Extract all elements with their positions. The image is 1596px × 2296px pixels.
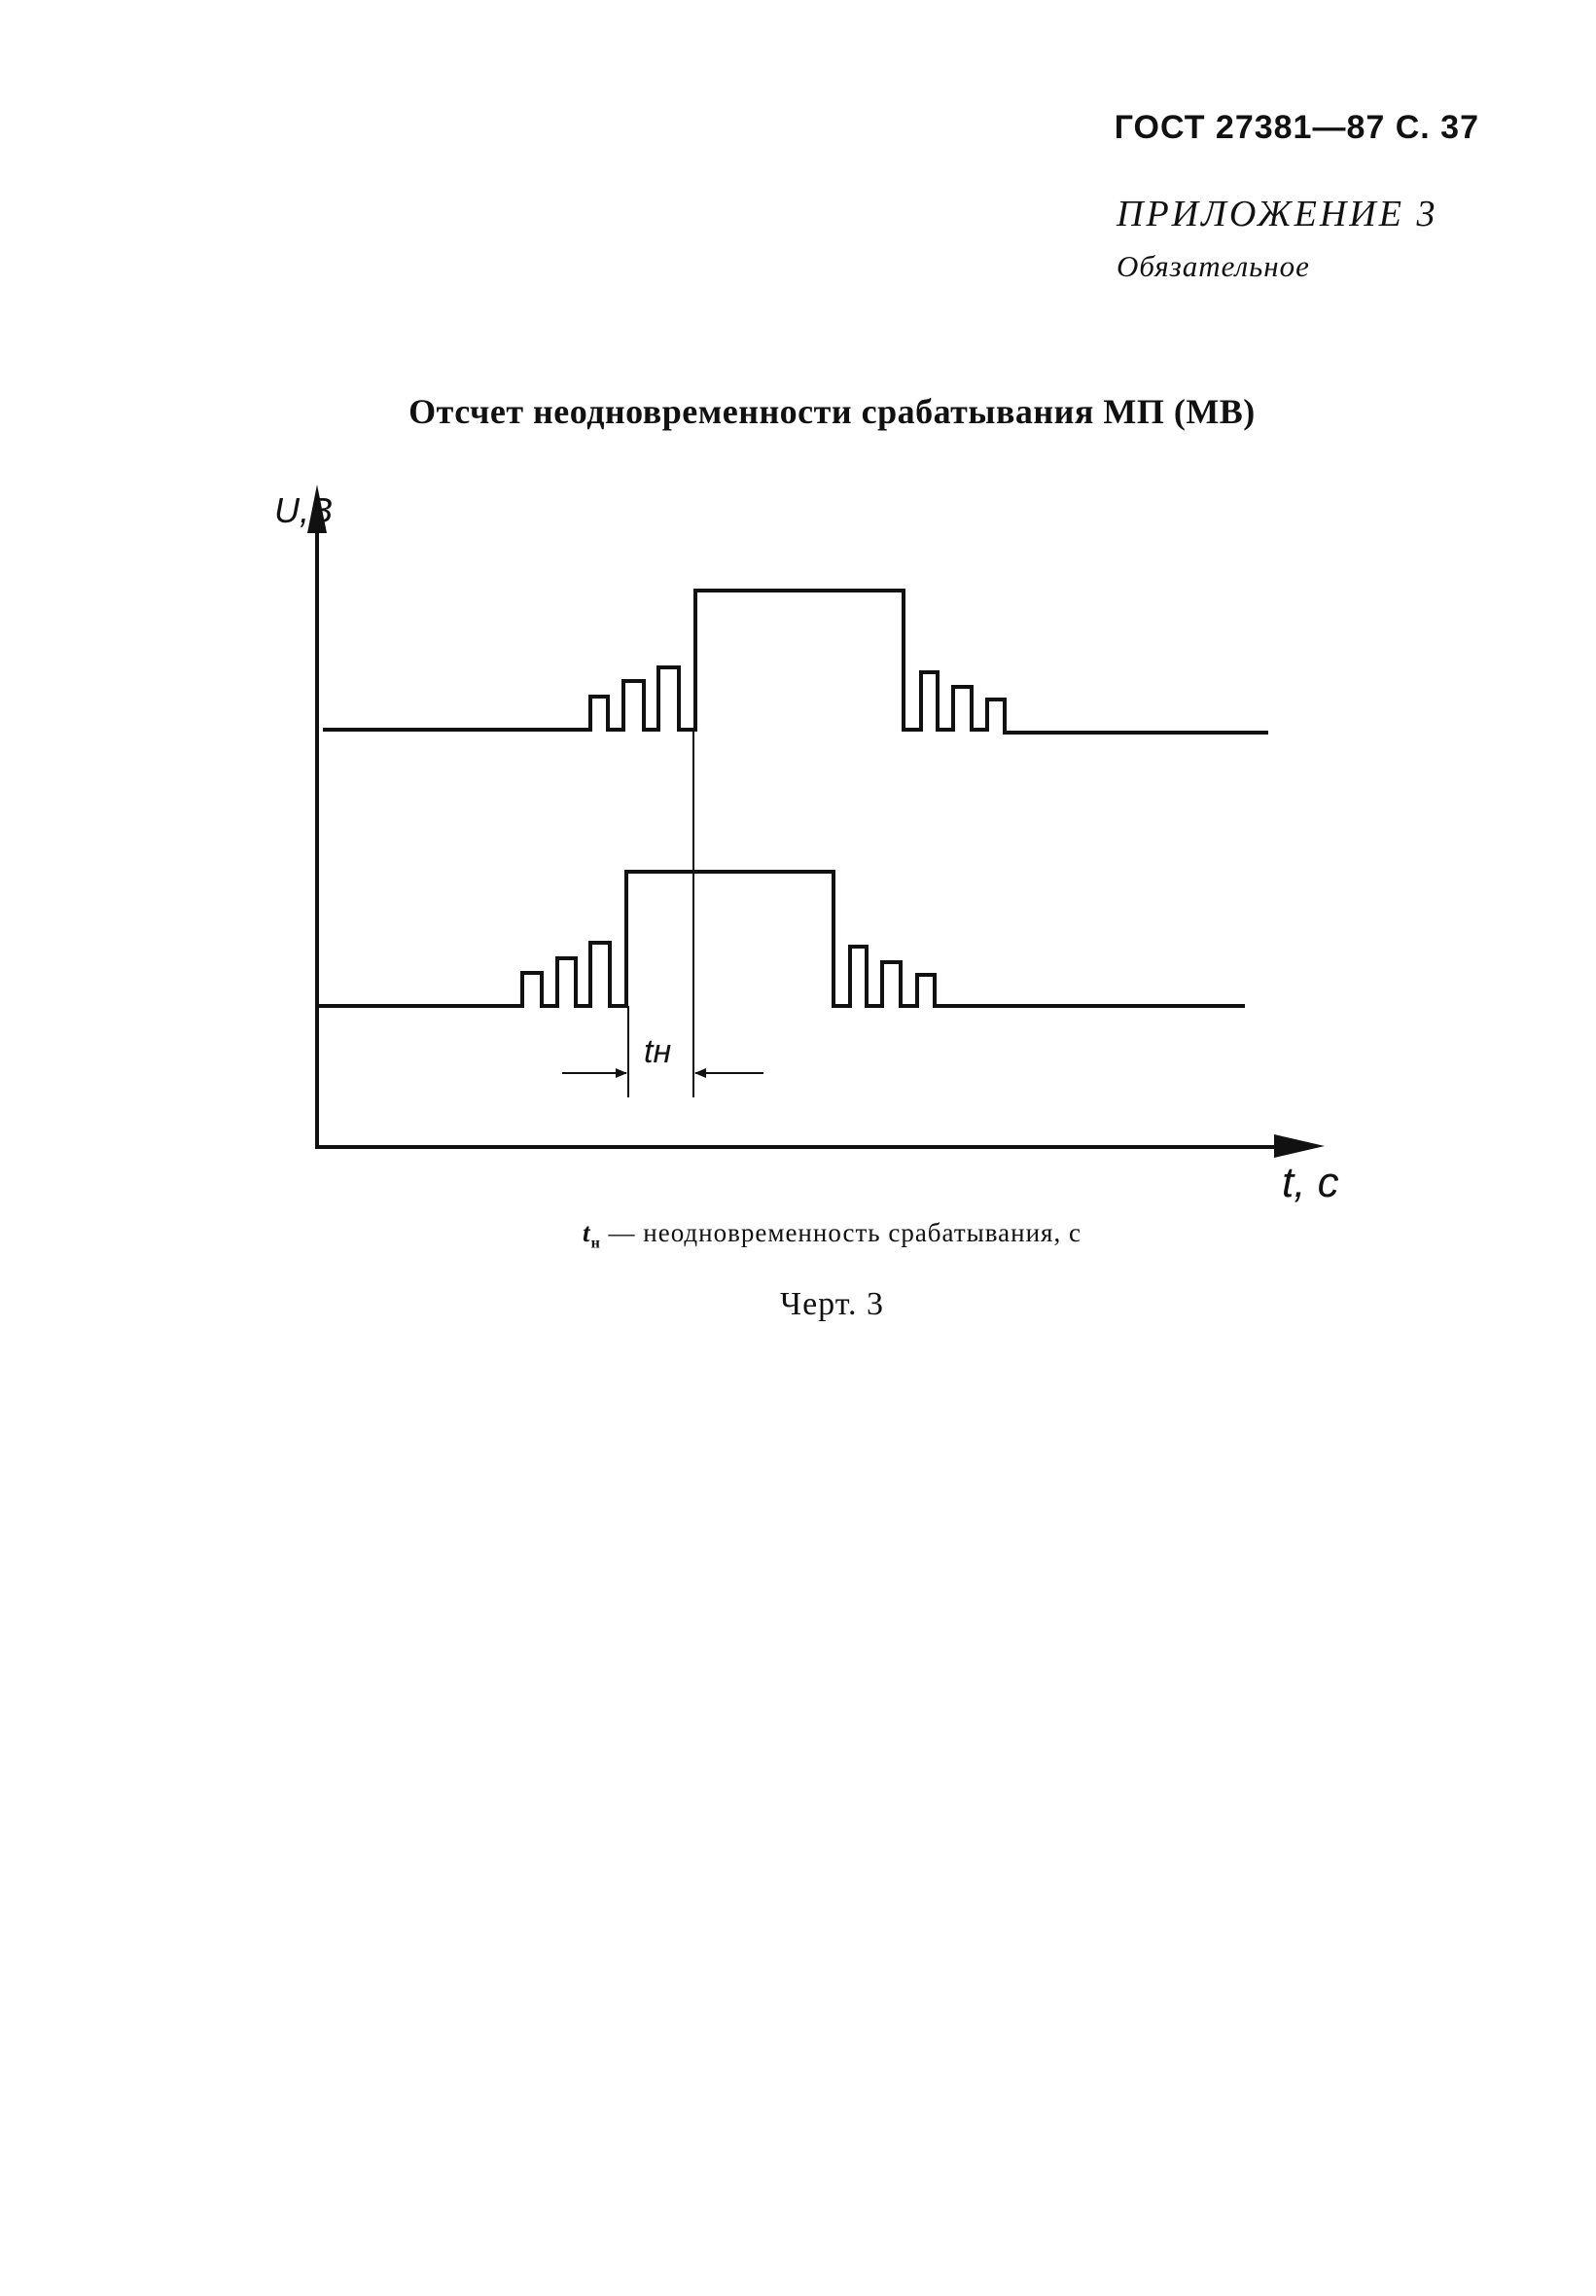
figure-legend [0, 1218, 1596, 1252]
x-axis-arrow-icon [1274, 1134, 1325, 1158]
interval-label: tн [644, 1033, 672, 1070]
figure-caption: Черт. 3 [779, 1286, 885, 1322]
lower-signal-trace [317, 872, 1245, 1006]
page-header: ГОСТ 27381—87 С. 37 [1114, 109, 1479, 146]
appendix-status: Обязательное [1117, 249, 1310, 283]
figure-title: Отсчет неодновременности срабатывания МП (МВ) [408, 392, 1256, 431]
x-axis-label: t, с [1282, 1159, 1339, 1206]
upper-signal-trace [323, 591, 1268, 733]
appendix-label: ПРИЛОЖЕНИЕ 3 [1117, 194, 1438, 234]
legend-text: — неодновременность срабатывания, с [600, 1218, 1082, 1247]
y-axis-label: U,В [274, 490, 334, 530]
legend-symbol: $t_н$ [583, 1218, 601, 1252]
